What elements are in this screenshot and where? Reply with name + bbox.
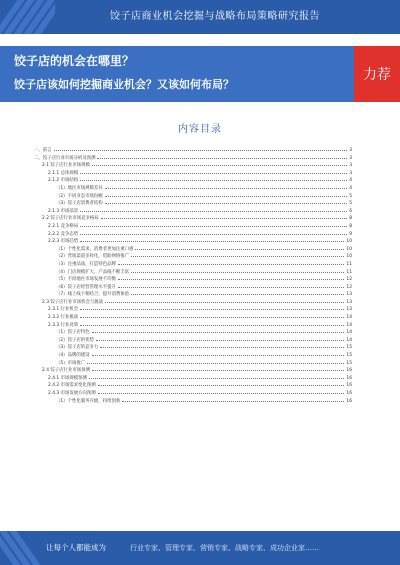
toc-row[interactable] (34, 237, 352, 245)
brand-logo: 力荐 (354, 46, 400, 102)
toc-row[interactable] (34, 366, 352, 374)
toc-row[interactable] (34, 397, 352, 405)
toc-row[interactable] (34, 275, 352, 283)
toc-page-number: 4 (349, 178, 352, 184)
toc-row[interactable] (34, 268, 352, 276)
toc-row[interactable] (34, 290, 352, 298)
toc-dot-leader (131, 252, 344, 257)
toc-row[interactable] (34, 359, 352, 367)
toc-row[interactable] (34, 343, 352, 351)
table-of-contents (34, 146, 352, 404)
toc-entry-label: 2.2.2 竞争态势 (48, 231, 79, 237)
toc-dot-leader (105, 199, 348, 204)
toc-entry-label: （5）市场推广 (56, 360, 86, 366)
toc-dot-leader (98, 389, 345, 394)
toc-row[interactable] (34, 328, 352, 336)
footer-bar (0, 531, 400, 565)
toc-page-number: 16 (346, 375, 352, 381)
toc-page-number: 11 (346, 261, 352, 267)
toc-dot-leader (80, 313, 344, 318)
toc-row[interactable] (34, 161, 352, 169)
toc-dot-leader (122, 397, 344, 402)
toc-row[interactable] (34, 252, 352, 260)
toc-page-number: 15 (346, 360, 352, 366)
toc-dot-leader (89, 374, 344, 379)
toc-row[interactable] (34, 336, 352, 344)
toc-row[interactable] (34, 351, 352, 359)
toc-page-number: 3 (349, 170, 352, 176)
toc-row[interactable] (34, 192, 352, 200)
toc-dot-leader (118, 275, 345, 280)
toc-page-number: 3 (349, 148, 352, 153)
toc-entry-label: （2）饺子店的优势 (56, 337, 94, 343)
header-decoration (0, 0, 55, 34)
toc-entry-label: （7）线上线下相结合，提升消费体验 (56, 292, 130, 298)
toc-row[interactable] (34, 298, 352, 306)
toc-entry-label: （2）营销渠道多样化，借助网络推广 (56, 254, 130, 260)
toc-title: 内容目录 (178, 124, 222, 135)
toc-entry-label: （5）不同地区市场发展不均衡 (56, 277, 116, 283)
toc-dot-leader (87, 359, 344, 364)
toc-page-number: 16 (346, 398, 352, 404)
toc-dot-leader (98, 381, 345, 386)
toc-entry-label: 2.4 饺子店行业市场预测 (42, 368, 90, 374)
toc-page-number: 14 (346, 315, 352, 321)
toc-entry-label: （3）注重品质，打造特色品牌 (56, 261, 116, 267)
toc-page-number: 10 (346, 254, 352, 260)
toc-entry-label: 2.3.2 行业挑战 (48, 315, 79, 321)
toc-row[interactable] (34, 222, 352, 230)
toc-page-number: 12 (346, 277, 352, 283)
toc-page-number: 13 (346, 307, 352, 313)
toc-page-number: 11 (346, 269, 352, 275)
toc-row[interactable] (34, 313, 352, 321)
toc-entry-label: 一、前言 (34, 148, 52, 153)
toc-page-number: 13 (346, 292, 352, 298)
toc-entry-label: 二、饺子店行业市场分析及预测 (34, 155, 96, 161)
toc-entry-label: 2.4.3 市场发展方向预测 (48, 391, 96, 396)
toc-page-number: 15 (346, 345, 352, 351)
toc-dot-leader (97, 154, 347, 159)
hero-question-1: 饺子店的机会在哪里？ (14, 54, 135, 68)
toc-dot-leader (80, 222, 347, 227)
toc-entry-label: 2.1.2 市场结构 (48, 178, 79, 184)
toc-dot-leader (92, 161, 347, 166)
toc-row[interactable] (34, 154, 352, 162)
toc-page-number: 10 (346, 246, 352, 252)
toc-entry-label: （3）饺子店的竞争力 (56, 345, 99, 351)
toc-page-number: 10 (346, 239, 352, 245)
toc-entry-label: （1）饺子店特色 (56, 330, 90, 336)
toc-entry-label: （1）地区市场规模差异 (56, 185, 103, 191)
toc-row[interactable] (34, 381, 352, 389)
toc-row[interactable] (34, 260, 352, 268)
toc-row[interactable] (34, 245, 352, 253)
toc-entry-label: 2.1 饺子店行业市场规模 (42, 163, 90, 169)
toc-page-number: 15 (346, 353, 352, 359)
toc-row[interactable] (34, 199, 352, 207)
toc-entry-label: 2.1.1 总体规模 (48, 170, 79, 176)
toc-dot-leader (135, 245, 344, 250)
toc-entry-label: （3）饺子店消费者结构 (56, 201, 103, 207)
header-bar (0, 0, 400, 34)
toc-page-number: 12 (346, 284, 352, 290)
toc-dot-leader (92, 328, 345, 333)
toc-page-number: 13 (346, 299, 352, 305)
toc-dot-leader (96, 336, 344, 341)
toc-entry-label: 2.2 饺子店行业市场竞争格局 (42, 216, 99, 222)
toc-entry-label: （6）饺子店经营管理水平提升 (56, 284, 116, 290)
toc-row[interactable] (34, 176, 352, 184)
toc-entry-label: （4）门店规模扩大，产品线不断丰富 (56, 269, 130, 275)
toc-page-number: 14 (346, 322, 352, 328)
toc-dot-leader (105, 298, 344, 303)
toc-row[interactable] (34, 207, 352, 215)
toc-dot-leader (101, 214, 348, 219)
toc-page-number: 3 (349, 155, 352, 161)
report-title: 饺子店商业机会挖掘与战略布局策略研究报告 (110, 11, 320, 22)
toc-dot-leader (80, 230, 347, 235)
toc-dot-leader (92, 351, 345, 356)
toc-row[interactable] (34, 389, 352, 397)
toc-dot-leader (131, 290, 344, 295)
toc-row[interactable] (34, 214, 352, 222)
hero-question-2: 饺子店该如何挖掘商业机会？又该如何布局？ (14, 78, 234, 91)
footer-slogan: 让每个人都能成为 (46, 543, 106, 552)
toc-entry-label: 2.2.1 竞争格局 (48, 223, 79, 229)
toc-dot-leader (80, 321, 344, 326)
toc-dot-leader (118, 283, 345, 288)
toc-page-number: 16 (346, 368, 352, 374)
toc-dot-leader (100, 343, 344, 348)
toc-page-number: 5 (349, 201, 352, 207)
toc-entry-label: （1）个性化服务升级，持续创新 (56, 398, 121, 404)
toc-dot-leader (118, 260, 345, 265)
toc-page-number: 16 (346, 391, 352, 396)
toc-entry-label: 2.4.2 市场需求变化预测 (48, 383, 96, 389)
hero-banner (0, 46, 400, 102)
toc-page-number: 9 (349, 231, 352, 237)
toc-dot-leader (105, 184, 348, 189)
toc-row[interactable] (34, 321, 352, 329)
toc-page-number: 16 (346, 383, 352, 389)
toc-entry-label: 2.3.3 行业对策 (48, 322, 79, 328)
toc-page-number: 8 (349, 216, 352, 222)
toc-dot-leader (80, 237, 344, 242)
toc-row[interactable] (34, 374, 352, 382)
toc-dot-leader (131, 268, 344, 273)
footer-decoration (0, 531, 40, 565)
toc-entry-label: （1）个性化需求，消费者更加注重口感 (56, 246, 134, 252)
toc-entry-label: 2.4.1 市场规模预测 (48, 375, 87, 381)
toc-page-number: 5 (349, 193, 352, 199)
toc-entry-label: 2.1.3 市场前景 (48, 208, 79, 214)
toc-page-number: 14 (346, 337, 352, 343)
toc-dot-leader (54, 146, 348, 151)
toc-dot-leader (80, 169, 347, 174)
toc-dot-leader (80, 305, 344, 310)
toc-row[interactable] (34, 305, 352, 313)
footer-roles: 行业专家、管理专家、营销专家、战略专家、成功企业家…… (130, 544, 319, 552)
toc-row[interactable] (34, 184, 352, 192)
toc-entry-label: 2.2.3 市场趋势 (48, 239, 79, 245)
toc-page-number: 8 (349, 223, 352, 229)
toc-page-number: 4 (349, 185, 352, 191)
toc-dot-leader (105, 192, 348, 197)
toc-page-number: 14 (346, 330, 352, 336)
toc-dot-leader (92, 366, 345, 371)
toc-row[interactable] (34, 283, 352, 291)
toc-dot-leader (80, 176, 347, 181)
toc-entry-label: 2.3.1 行业机会 (48, 307, 79, 313)
toc-page-number: 3 (349, 163, 352, 169)
toc-row[interactable] (34, 146, 352, 154)
toc-row[interactable] (34, 230, 352, 238)
toc-row[interactable] (34, 169, 352, 177)
toc-entry-label: 2.3 饺子店行业市场机会与挑战 (42, 299, 104, 305)
toc-page-number: 6 (349, 208, 352, 214)
toc-dot-leader (80, 207, 347, 212)
toc-entry-label: （4）品牌的建设 (56, 353, 90, 359)
toc-entry-label: （2）不同业态市场份额 (56, 193, 103, 199)
